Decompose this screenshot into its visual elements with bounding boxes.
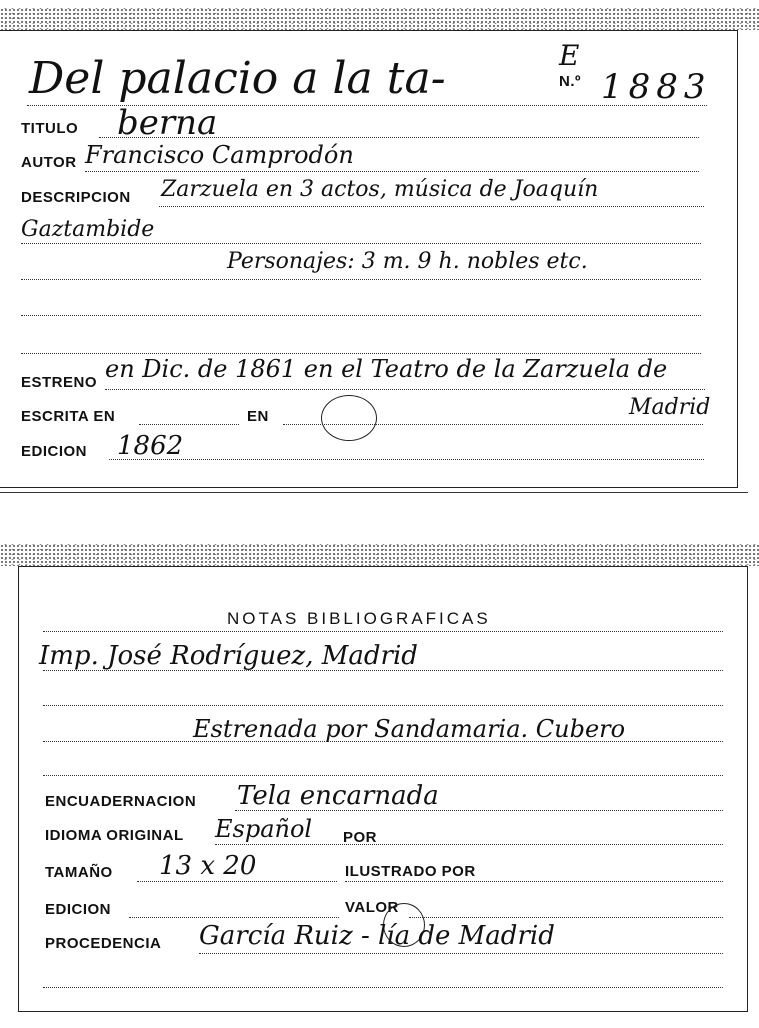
procedencia-value: García Ruiz - lía de Madrid xyxy=(199,921,555,951)
notes-rule-3 xyxy=(43,741,723,742)
autor-value: Francisco Camprodón xyxy=(85,141,354,169)
descripcion-line-3 xyxy=(21,279,701,280)
title-handwritten: Del palacio a la ta- xyxy=(29,53,446,104)
encuadernacion-line xyxy=(235,810,723,811)
estreno-label: ESTRENO xyxy=(21,374,98,391)
descripcion-value-3: Personajes: 3 m. 9 h. nobles etc. xyxy=(227,249,588,274)
autor-line xyxy=(85,171,699,172)
tamano-line xyxy=(137,881,337,882)
procedencia-label: PROCEDENCIA xyxy=(45,935,162,952)
catalog-number: 1883 xyxy=(601,67,712,107)
bottom-rule xyxy=(43,987,723,988)
heading-line xyxy=(43,631,723,632)
idioma-value: Español xyxy=(215,815,313,843)
autor-label: AUTOR xyxy=(21,154,77,171)
notes-rule-4 xyxy=(43,775,723,776)
estreno-value: en Dic. de 1861 en el Teatro de la Zarzuela de xyxy=(105,355,668,383)
estreno-line xyxy=(105,389,705,390)
encuadernacion-value: Tela encarnada xyxy=(237,781,439,811)
tamano-label: TAMAÑO xyxy=(45,864,113,881)
blank-line-2 xyxy=(21,353,701,354)
titulo-value: berna xyxy=(117,103,218,143)
stamp-circle xyxy=(321,395,377,441)
escrita-en-line xyxy=(139,424,239,425)
card-divider xyxy=(0,492,748,493)
notes-line-2: Estrenada por Sandamaria. Cubero xyxy=(193,715,626,743)
number-label: N.º xyxy=(559,73,581,90)
titulo-line xyxy=(99,137,699,138)
catalog-card-top xyxy=(0,30,738,488)
edicion2-label: EDICION xyxy=(45,901,112,918)
notes-rule-2 xyxy=(43,705,723,706)
edicion-value: 1862 xyxy=(117,431,184,461)
catalog-card-bottom xyxy=(18,566,748,1012)
edicion2-line xyxy=(129,917,339,918)
estreno-value-cont: Madrid xyxy=(629,395,711,420)
tamano-value: 13 x 20 xyxy=(159,851,257,881)
edicion-label: EDICION xyxy=(21,443,88,460)
titulo-label: TITULO xyxy=(21,120,79,137)
valor-line xyxy=(409,917,723,918)
en-label: EN xyxy=(247,408,269,425)
descripcion-line-1 xyxy=(159,206,704,207)
scan-edge-middle xyxy=(0,544,759,566)
por-label: POR xyxy=(343,829,378,846)
notes-rule-1 xyxy=(43,670,723,671)
procedencia-line xyxy=(199,953,723,954)
descripcion-value-1: Zarzuela en 3 actos, música de Joaquín xyxy=(161,177,599,202)
idioma-line xyxy=(215,844,723,845)
descripcion-value-2: Gaztambide xyxy=(21,217,155,242)
blank-line-1 xyxy=(21,315,701,316)
notes-line-1: Imp. José Rodríguez, Madrid xyxy=(39,641,418,671)
notas-heading: NOTAS BIBLIOGRAFICAS xyxy=(227,609,491,628)
en-line xyxy=(283,424,703,425)
scan-edge-top xyxy=(0,8,759,30)
descripcion-label: DESCRIPCION xyxy=(21,189,131,206)
encuadernacion-label: ENCUADERNACION xyxy=(45,793,197,810)
escrita-en-label: ESCRITA EN xyxy=(21,408,116,425)
letter-mark: E xyxy=(559,39,580,72)
ilustrado-line xyxy=(345,881,723,882)
valor-label: VALOR xyxy=(345,899,399,916)
idioma-label: IDIOMA ORIGINAL xyxy=(45,827,184,844)
ilustrado-label: ILUSTRADO POR xyxy=(345,863,476,880)
edicion-line xyxy=(109,459,704,460)
descripcion-line-2 xyxy=(21,243,701,244)
